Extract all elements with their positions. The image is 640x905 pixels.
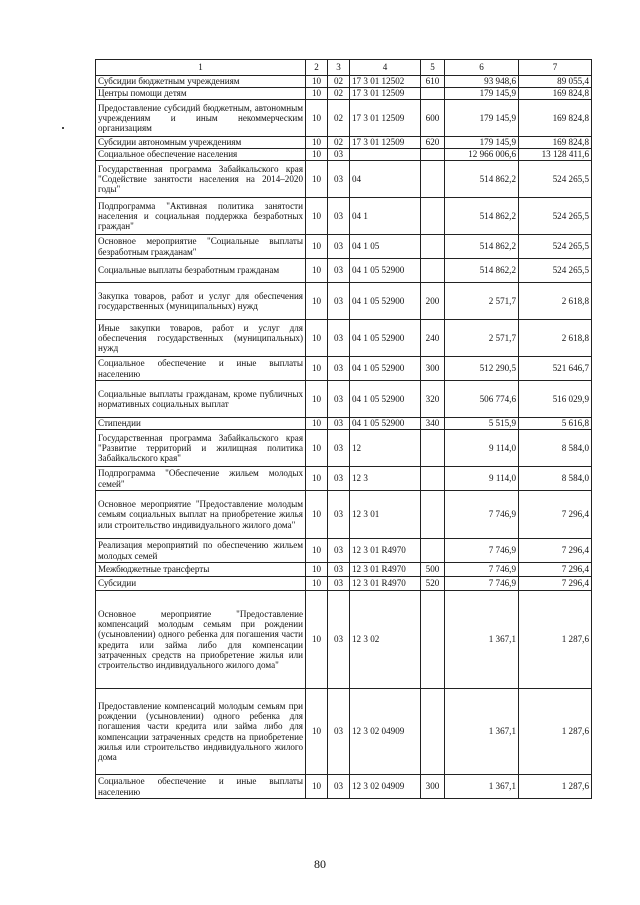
table-row (96, 88, 592, 100)
row-amount-2019-cell: 93 948,6 (445, 76, 519, 88)
row-amount-2019-cell: 7 746,9 (445, 577, 519, 591)
row-subsection-cell: 03 (328, 357, 350, 381)
row-subsection-cell: 03 (328, 283, 350, 320)
row-amount-2020-cell: 1 287,6 (519, 775, 592, 799)
row-amount-2020-cell: 7 296,4 (519, 539, 592, 563)
row-name-cell: Государственная программа Забайкальского края "Содействие занятости населения на 2014–2020 годы" (96, 161, 306, 198)
row-amount-2019-cell: 9 114,0 (445, 430, 519, 467)
row-expense-type-cell (421, 491, 445, 539)
row-amount-2019-cell: 5 515,9 (445, 418, 519, 430)
row-amount-2020-cell: 2 618,8 (519, 320, 592, 357)
row-amount-2019-cell: 179 145,9 (445, 88, 519, 100)
row-target-code-cell: 04 1 05 52900 (350, 259, 421, 283)
row-name-cell: Подпрограмма "Обеспечение жильем молодых семей" (96, 467, 306, 491)
table-row (96, 539, 592, 563)
row-name-cell: Предоставление компенсаций молодым семьям при рождении (усыновлении) одного ребенка для погашения части кредита или займа либо для компенсации затраченных средств на приобретение жилья или строительство индивидуального жилого дома (96, 689, 306, 775)
table-row (96, 491, 592, 539)
row-expense-type-cell (421, 235, 445, 259)
row-subsection-cell: 03 (328, 235, 350, 259)
table-body (96, 76, 592, 799)
row-section-cell: 10 (306, 775, 328, 799)
row-section-cell: 10 (306, 198, 328, 235)
row-expense-type-cell (421, 149, 445, 161)
row-amount-2020-cell: 89 055,4 (519, 76, 592, 88)
row-expense-type-cell (421, 591, 445, 689)
header-col-2: 2 (306, 60, 328, 76)
row-section-cell: 10 (306, 357, 328, 381)
row-expense-type-cell: 520 (421, 577, 445, 591)
row-subsection-cell: 03 (328, 381, 350, 418)
row-name-cell: Социальное обеспечение населения (96, 149, 306, 161)
row-section-cell: 10 (306, 259, 328, 283)
row-name-cell: Субсидии автономным учреждениям (96, 137, 306, 149)
row-amount-2019-cell: 512 290,5 (445, 357, 519, 381)
row-subsection-cell: 03 (328, 320, 350, 357)
row-name-cell: Стипендии (96, 418, 306, 430)
row-target-code-cell: 17 3 01 12509 (350, 137, 421, 149)
row-amount-2019-cell: 514 862,2 (445, 259, 519, 283)
table-row (96, 689, 592, 775)
row-amount-2019-cell: 514 862,2 (445, 235, 519, 259)
row-amount-2019-cell: 7 746,9 (445, 563, 519, 577)
row-expense-type-cell: 240 (421, 320, 445, 357)
row-amount-2020-cell: 8 584,0 (519, 467, 592, 491)
row-subsection-cell: 02 (328, 76, 350, 88)
row-target-code-cell: 12 3 01 R4970 (350, 539, 421, 563)
row-subsection-cell: 03 (328, 539, 350, 563)
row-target-code-cell (350, 149, 421, 161)
header-col-7: 7 (519, 60, 592, 76)
row-target-code-cell: 12 3 02 04909 (350, 689, 421, 775)
row-subsection-cell: 03 (328, 198, 350, 235)
row-section-cell: 10 (306, 467, 328, 491)
row-amount-2019-cell: 514 862,2 (445, 161, 519, 198)
row-expense-type-cell (421, 198, 445, 235)
row-name-cell: Межбюджетные трансферты (96, 563, 306, 577)
row-target-code-cell: 04 1 05 (350, 235, 421, 259)
header-row (96, 60, 592, 76)
row-expense-type-cell: 300 (421, 357, 445, 381)
row-section-cell: 10 (306, 137, 328, 149)
row-section-cell: 10 (306, 88, 328, 100)
row-expense-type-cell (421, 689, 445, 775)
row-expense-type-cell: 620 (421, 137, 445, 149)
row-name-cell: Реализация мероприятий по обеспечению жильем молодых семей (96, 539, 306, 563)
row-name-cell: Субсидии (96, 577, 306, 591)
row-amount-2020-cell: 524 265,5 (519, 235, 592, 259)
row-target-code-cell: 12 3 02 (350, 591, 421, 689)
row-target-code-cell: 17 3 01 12509 (350, 88, 421, 100)
row-section-cell: 10 (306, 539, 328, 563)
row-amount-2019-cell: 7 746,9 (445, 539, 519, 563)
row-expense-type-cell: 200 (421, 283, 445, 320)
row-section-cell: 10 (306, 591, 328, 689)
header-col-6: 6 (445, 60, 519, 76)
row-subsection-cell: 03 (328, 467, 350, 491)
table-row (96, 259, 592, 283)
row-subsection-cell: 02 (328, 100, 350, 137)
row-amount-2020-cell: 516 029,9 (519, 381, 592, 418)
row-amount-2020-cell: 169 824,8 (519, 137, 592, 149)
row-subsection-cell: 03 (328, 161, 350, 198)
row-target-code-cell: 04 1 05 52900 (350, 381, 421, 418)
row-section-cell: 10 (306, 235, 328, 259)
row-expense-type-cell: 300 (421, 775, 445, 799)
table-row (96, 430, 592, 467)
row-amount-2020-cell: 1 287,6 (519, 689, 592, 775)
row-subsection-cell: 03 (328, 418, 350, 430)
table-row (96, 357, 592, 381)
table-row (96, 320, 592, 357)
table-row (96, 591, 592, 689)
row-section-cell: 10 (306, 161, 328, 198)
row-target-code-cell: 12 3 01 R4970 (350, 563, 421, 577)
row-expense-type-cell: 320 (421, 381, 445, 418)
row-section-cell: 10 (306, 320, 328, 357)
row-subsection-cell: 03 (328, 591, 350, 689)
table-row (96, 775, 592, 799)
row-target-code-cell: 12 3 02 04909 (350, 775, 421, 799)
table-row (96, 235, 592, 259)
row-name-cell: Субсидии бюджетным учреждениям (96, 76, 306, 88)
table-row (96, 198, 592, 235)
row-name-cell: Социальные выплаты гражданам, кроме публичных нормативных социальных выплат (96, 381, 306, 418)
row-section-cell: 10 (306, 577, 328, 591)
table-header (96, 60, 592, 76)
table-row (96, 563, 592, 577)
row-name-cell: Закупка товаров, работ и услуг для обеспечения государственных (муниципальных) нужд (96, 283, 306, 320)
row-subsection-cell: 03 (328, 577, 350, 591)
header-col-4: 4 (350, 60, 421, 76)
row-name-cell: Государственная программа Забайкальского края "Развитие территорий и жилищная политика Забайкальского края" (96, 430, 306, 467)
table-row (96, 381, 592, 418)
row-section-cell: 10 (306, 430, 328, 467)
table-row (96, 418, 592, 430)
row-name-cell: Основное мероприятие "Социальные выплаты безработным гражданам" (96, 235, 306, 259)
table-row (96, 161, 592, 198)
table-row (96, 577, 592, 591)
row-name-cell: Социальные выплаты безработным гражданам (96, 259, 306, 283)
row-target-code-cell: 17 3 01 12509 (350, 100, 421, 137)
row-expense-type-cell: 600 (421, 100, 445, 137)
table-row (96, 283, 592, 320)
row-target-code-cell: 12 3 (350, 467, 421, 491)
row-expense-type-cell: 500 (421, 563, 445, 577)
row-expense-type-cell (421, 467, 445, 491)
row-name-cell: Подпрограмма "Активная политика занятости населения и социальная поддержка безработных граждан" (96, 198, 306, 235)
row-name-cell: Центры помощи детям (96, 88, 306, 100)
row-target-code-cell: 12 3 01 R4970 (350, 577, 421, 591)
row-subsection-cell: 03 (328, 563, 350, 577)
row-amount-2019-cell: 2 571,7 (445, 320, 519, 357)
row-amount-2020-cell: 7 296,4 (519, 491, 592, 539)
row-amount-2019-cell: 12 966 006,6 (445, 149, 519, 161)
row-subsection-cell: 03 (328, 149, 350, 161)
row-amount-2020-cell: 169 824,8 (519, 88, 592, 100)
row-section-cell: 10 (306, 76, 328, 88)
table-row (96, 137, 592, 149)
row-expense-type-cell (421, 430, 445, 467)
stray-dot (62, 127, 64, 129)
row-amount-2020-cell: 1 287,6 (519, 591, 592, 689)
row-section-cell: 10 (306, 689, 328, 775)
row-amount-2020-cell: 169 824,8 (519, 100, 592, 137)
row-target-code-cell: 04 (350, 161, 421, 198)
row-subsection-cell: 03 (328, 430, 350, 467)
row-subsection-cell: 03 (328, 259, 350, 283)
row-subsection-cell: 03 (328, 491, 350, 539)
row-amount-2019-cell: 1 367,1 (445, 775, 519, 799)
row-name-cell: Основное мероприятие "Предоставление молодым семьям социальных выплат на приобретение жилья или строительство индивидуального жилого дома" (96, 491, 306, 539)
row-section-cell: 10 (306, 283, 328, 320)
row-name-cell: Социальное обеспечение и иные выплаты населению (96, 357, 306, 381)
row-amount-2020-cell: 524 265,5 (519, 198, 592, 235)
row-name-cell: Предоставление субсидий бюджетным, автономным учреждениям и иным некоммерческим организациям (96, 100, 306, 137)
row-name-cell: Основное мероприятие "Предоставление компенсаций молодым семьям при рождении (усыновлении) одного ребенка для погашения части кредита или займа либо для компенсации затраченных средств на приобретение жилья или строительство индивидуального жилого дома" (96, 591, 306, 689)
row-section-cell: 10 (306, 149, 328, 161)
row-amount-2019-cell: 179 145,9 (445, 137, 519, 149)
table-row (96, 100, 592, 137)
row-amount-2020-cell: 7 296,4 (519, 563, 592, 577)
row-expense-type-cell (421, 161, 445, 198)
row-section-cell: 10 (306, 418, 328, 430)
row-target-code-cell: 04 1 05 52900 (350, 357, 421, 381)
row-subsection-cell: 03 (328, 689, 350, 775)
row-expense-type-cell: 340 (421, 418, 445, 430)
header-col-1: 1 (96, 60, 306, 76)
row-subsection-cell: 02 (328, 137, 350, 149)
row-target-code-cell: 04 1 05 52900 (350, 418, 421, 430)
row-expense-type-cell (421, 88, 445, 100)
row-section-cell: 10 (306, 100, 328, 137)
page-number: 80 (314, 857, 326, 871)
row-amount-2019-cell: 9 114,0 (445, 467, 519, 491)
row-expense-type-cell (421, 259, 445, 283)
row-amount-2020-cell: 524 265,5 (519, 161, 592, 198)
row-amount-2019-cell: 1 367,1 (445, 591, 519, 689)
row-section-cell: 10 (306, 381, 328, 418)
row-target-code-cell: 12 (350, 430, 421, 467)
table-row (96, 149, 592, 161)
row-amount-2019-cell: 2 571,7 (445, 283, 519, 320)
row-amount-2019-cell: 1 367,1 (445, 689, 519, 775)
row-target-code-cell: 04 1 (350, 198, 421, 235)
row-expense-type-cell: 610 (421, 76, 445, 88)
row-subsection-cell: 03 (328, 775, 350, 799)
row-amount-2019-cell: 506 774,6 (445, 381, 519, 418)
row-section-cell: 10 (306, 491, 328, 539)
row-amount-2019-cell: 7 746,9 (445, 491, 519, 539)
row-target-code-cell: 12 3 01 (350, 491, 421, 539)
row-amount-2020-cell: 5 616,8 (519, 418, 592, 430)
row-amount-2020-cell: 524 265,5 (519, 259, 592, 283)
row-amount-2020-cell: 521 646,7 (519, 357, 592, 381)
header-col-3: 3 (328, 60, 350, 76)
header-col-5: 5 (421, 60, 445, 76)
row-amount-2019-cell: 514 862,2 (445, 198, 519, 235)
row-name-cell: Иные закупки товаров, работ и услуг для обеспечения государственных (муниципальных) нужд (96, 320, 306, 357)
row-amount-2020-cell: 2 618,8 (519, 283, 592, 320)
row-section-cell: 10 (306, 563, 328, 577)
row-amount-2020-cell: 7 296,4 (519, 577, 592, 591)
row-target-code-cell: 04 1 05 52900 (350, 283, 421, 320)
row-name-cell: Социальное обеспечение и иные выплаты населению (96, 775, 306, 799)
row-amount-2019-cell: 179 145,9 (445, 100, 519, 137)
row-amount-2020-cell: 13 128 411,6 (519, 149, 592, 161)
table-row (96, 467, 592, 491)
table-row (96, 76, 592, 88)
row-amount-2020-cell: 8 584,0 (519, 430, 592, 467)
row-target-code-cell: 04 1 05 52900 (350, 320, 421, 357)
row-target-code-cell: 17 3 01 12502 (350, 76, 421, 88)
row-expense-type-cell (421, 539, 445, 563)
budget-table (95, 59, 592, 799)
row-subsection-cell: 02 (328, 88, 350, 100)
